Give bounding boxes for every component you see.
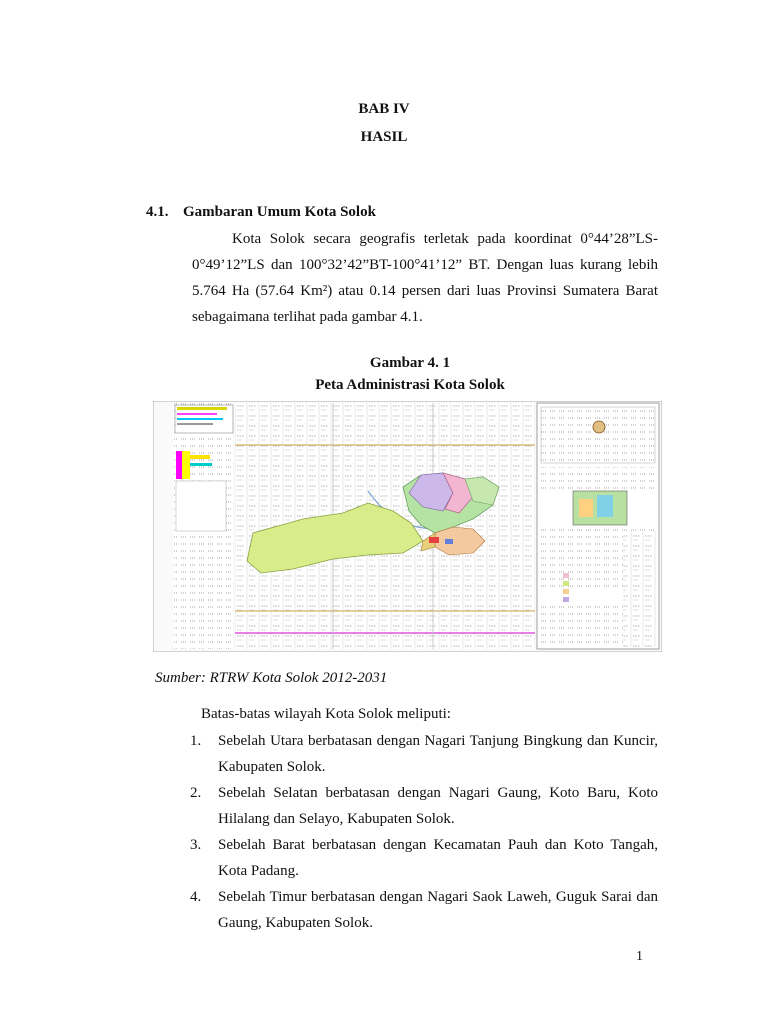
figure-source: Sumber: RTRW Kota Solok 2012-2031	[155, 670, 388, 686]
section-title: Gambaran Umum Kota Solok	[183, 204, 376, 220]
administrative-map-image	[153, 401, 662, 652]
list-item	[190, 728, 658, 780]
chapter-title: HASIL	[360, 129, 408, 145]
section-paragraph	[192, 226, 658, 330]
list-item	[190, 780, 658, 832]
figure-label: Gambar 4. 1	[369, 355, 451, 371]
section-paragraph-text: Kota Solok secara geografis terletak pada koordinat 0°44’28”LS-0°49’12”LS dan 100°32’42”BT-100°41’12” BT. Dengan luas kurang lebih 5.764 Ha (57.64 Km²) atau 0.14 persen dari luas Provinsi Sumatera Barat sebagaimana terlihat pada gambar 4.1.	[192, 231, 658, 325]
section-heading	[146, 204, 376, 221]
list-item-text: Sebelah Utara berbatasan dengan Nagari Tanjung Bingkung dan Kuncir, Kabupaten Solok.	[218, 733, 658, 775]
list-item	[190, 884, 658, 936]
chapter-label: BAB IV	[358, 101, 410, 117]
section-number: 4.1.	[146, 204, 169, 220]
list-item-text: Sebelah Timur berbatasan dengan Nagari Saok Laweh, Guguk Sarai dan Gaung, Kabupaten Solok.	[218, 889, 658, 931]
list-item-text: Sebelah Barat berbatasan dengan Kecamatan Pauh dan Koto Tangah, Kota Padang.	[218, 837, 658, 879]
page-number: 1	[636, 949, 643, 964]
list-marker: 4.	[190, 889, 202, 905]
list-item-text: Sebelah Selatan berbatasan dengan Nagari Gaung, Koto Baru, Koto Hilalang dan Selayo, Kabupaten Solok.	[218, 785, 658, 827]
list-marker: 3.	[190, 837, 202, 853]
list-item	[190, 832, 658, 884]
boundaries-intro: Batas-batas wilayah Kota Solok meliputi:	[201, 706, 451, 722]
list-marker: 1.	[190, 733, 202, 749]
list-marker: 2.	[190, 785, 202, 801]
figure-caption: Peta Administrasi Kota Solok	[315, 377, 505, 393]
boundaries-list	[190, 728, 658, 936]
